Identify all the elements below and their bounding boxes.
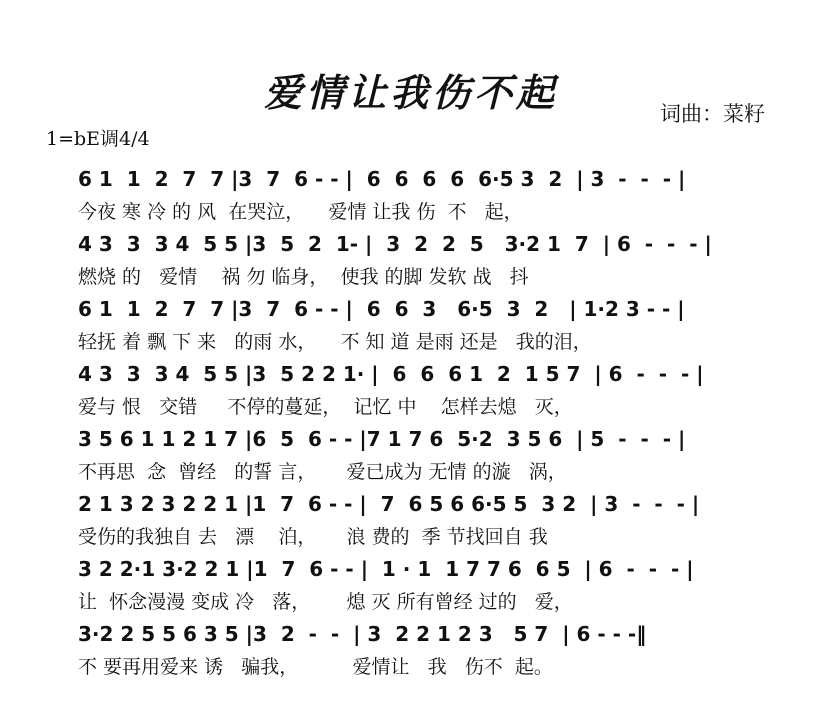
score-system xyxy=(78,292,758,357)
notation-line: 3 5 6 1 1 2 1 7 |6 5 6 - - |7 1 7 6 5·2 3 5 6 | 5 - - - | xyxy=(78,427,686,451)
score-system xyxy=(78,617,758,682)
lyricist-composer-credit: 词曲：菜籽 xyxy=(660,102,765,126)
score xyxy=(78,162,758,682)
notation-line: 2 1 3 2 3 2 2 1 |1 7 6 - - | 7 6 5 6 6·5 5 3 2 | 3 - - - | xyxy=(78,492,700,516)
score-system xyxy=(78,422,758,487)
score-system xyxy=(78,487,758,552)
lyrics-line: 爱与 恨 交错 不停的蔓延， 记忆 中 怎样去熄 灭， xyxy=(78,396,573,418)
lyrics-line: 燃烧 的 爱情 祸 勿 临身， 使我 的脚 发软 战 抖 xyxy=(78,266,529,288)
score-system xyxy=(78,162,758,227)
notation-line: 6 1 1 2 7 7 |3 7 6 - - | 6 6 6 6 6·5 3 2 | 3 - - - | xyxy=(78,167,686,191)
lyrics-line: 今夜 寒 冷 的 风 在哭泣， 爱情 让我 伤 不 起， xyxy=(78,201,523,223)
notation-line: 3·2 2 5 5 6 3 5 |3 2 - - | 3 2 2 1 2 3 5 7 | 6 - - -‖ xyxy=(78,622,647,646)
notation-line: 6 1 1 2 7 7 |3 7 6 - - | 6 6 3 6·5 3 2 | 1·2 3 - - | xyxy=(78,297,685,321)
song-title: 爱情让我伤不起 xyxy=(263,70,558,115)
notation-line: 3 2 2·1 3·2 2 1 |1 7 6 - - | 1 · 1 1 7 7 6 6 5 | 6 - - - | xyxy=(78,557,694,581)
lyrics-line: 轻抚 着 飘 下 来 的雨 水， 不 知 道 是雨 还是 我的泪， xyxy=(78,331,592,353)
lyrics-line: 受伤的我独自 去 漂 泊， 浪 费的 季 节找回自 我 xyxy=(78,526,548,548)
key-signature: 1=bE调4/4 xyxy=(46,128,150,150)
score-system xyxy=(78,552,758,617)
score-system xyxy=(78,357,758,422)
notation-line: 4 3 3 3 4 5 5 |3 5 2 2 1· | 6 6 6 1 2 1 5 7 | 6 - - - | xyxy=(78,362,704,386)
score-system xyxy=(78,227,758,292)
lyrics-line: 不再思 念 曾经 的誓 言， 爱已成为 无情 的漩 涡， xyxy=(78,461,567,483)
lyrics-line: 不 要再用爱来 诱 骗我， 爱情让 我 伤不 起。 xyxy=(78,656,553,678)
notation-line: 4 3 3 3 4 5 5 |3 5 2 1- | 3 2 2 5 3·2 1 7 | 6 - - - | xyxy=(78,232,712,256)
lyrics-line: 让 怀念漫漫 变成 冷 落， 熄 灭 所有曾经 过的 爱， xyxy=(78,591,573,613)
